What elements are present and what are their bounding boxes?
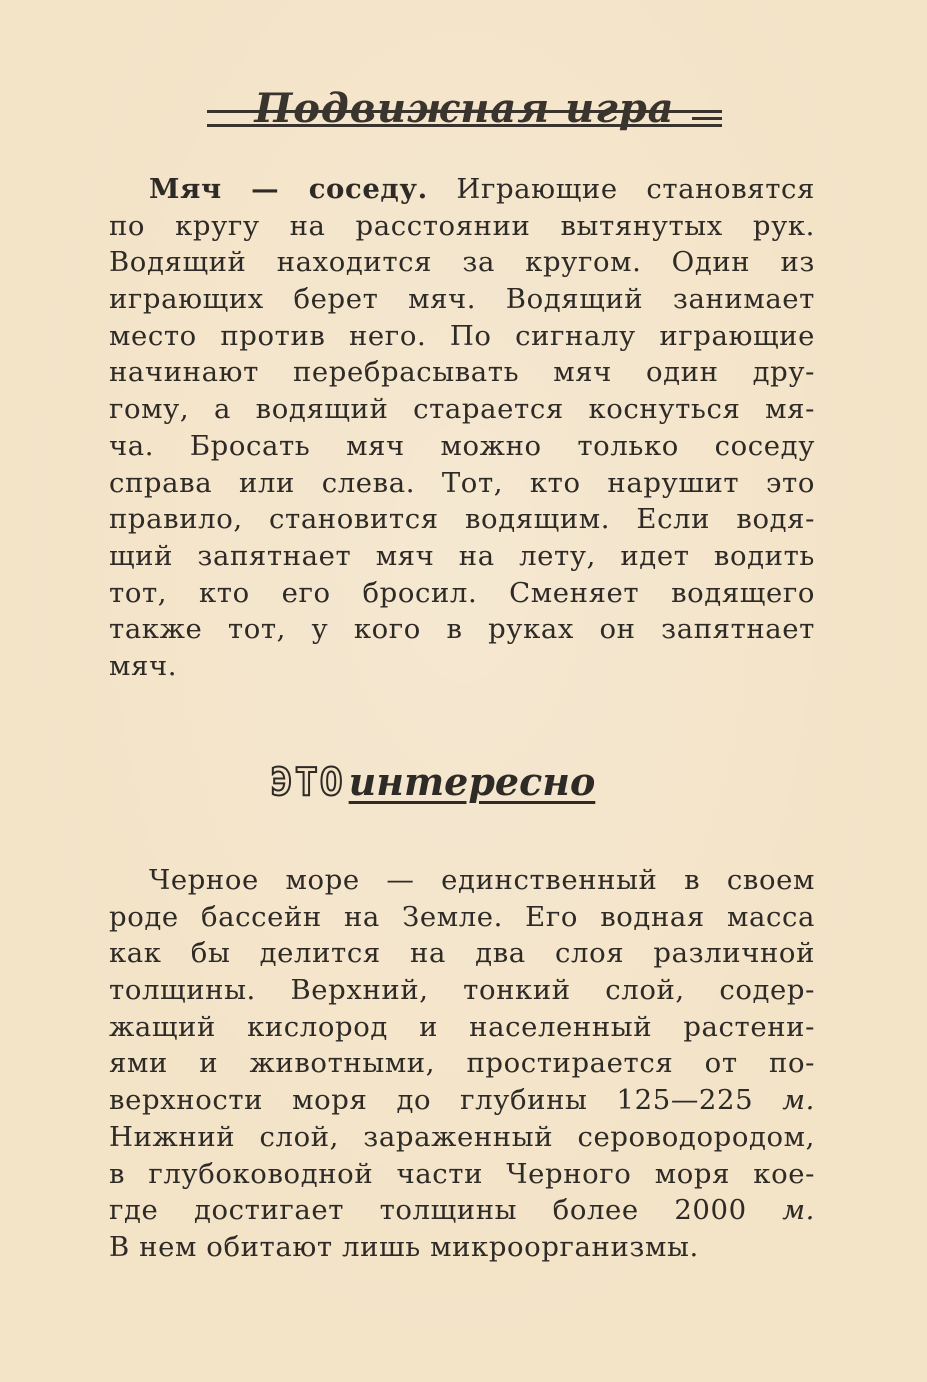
paragraph-line: правило, становится водящим. Если водя-	[109, 503, 815, 536]
paragraph-line: играющих берет мяч. Водящий занимает	[109, 283, 815, 316]
line-text: верхности моря до глубины 125—225	[109, 1084, 754, 1117]
paragraph-line: толщины. Верхний, тонкий слой, содер-	[109, 974, 815, 1007]
paragraph-line	[109, 1192, 815, 1229]
section-1-heading	[207, 84, 722, 140]
paragraph-line: тот, кто его бросил. Сменяет водящего	[109, 576, 815, 609]
depth-unit: м.	[782, 1084, 815, 1117]
paragraph-line: в глубоководной части Черного моря кое-	[109, 1157, 815, 1190]
paragraph-line: мяч.	[109, 649, 178, 682]
paragraph-line: жащий кислород и населенный растени-	[109, 1010, 815, 1043]
paragraph-line: гому, а водящий старается коснуться мя-	[109, 393, 815, 426]
line-text: Играющие становятся	[456, 173, 816, 205]
paragraph-line: Водящий находится за кругом. Один из	[109, 246, 815, 279]
black-sea-fact-paragraph	[109, 862, 815, 1266]
paragraph-line: Нижний слой, зараженный сероводородом,	[109, 1120, 815, 1153]
thickness-unit: м.	[782, 1194, 815, 1227]
paragraph-line: по кругу на расстоянии вытянутых рук.	[109, 209, 815, 242]
game-title-lead: Мяч — соседу.	[149, 173, 428, 205]
paragraph-line: ями и животными, простирается от по-	[109, 1047, 815, 1080]
heading-block-letters: ЭТО	[270, 760, 345, 804]
section-2-heading	[270, 760, 670, 820]
paragraph-line: В нем обитают лишь микроорганизмы.	[109, 1230, 699, 1263]
heading-script-word: интересно	[348, 759, 596, 804]
section-1-heading-text: Подвижная игра	[254, 85, 675, 132]
paragraph-line: справа или слева. Тот, кто нарушит это	[109, 466, 815, 499]
paragraph-line: ча. Бросать мяч можно только соседу	[109, 429, 815, 462]
paragraph-line: роде бассейн на Земле. Его водная масса	[109, 900, 815, 933]
paragraph-line: щий запятнает мяч на лету, идет водить	[109, 539, 815, 572]
paragraph-line: также тот, у кого в руках он запятнает	[109, 613, 815, 646]
paragraph-line	[109, 171, 815, 208]
paragraph-line: место против него. По сигналу играющие	[109, 319, 815, 352]
paragraph-line: начинают перебрасывать мяч один дру-	[109, 356, 815, 389]
game-description-paragraph	[109, 171, 815, 685]
paragraph-line: Черное море — единственный в своем	[149, 864, 815, 896]
paragraph-line: как бы делится на два слоя различной	[109, 937, 815, 970]
line-text: где достигает толщины более 2000	[109, 1194, 747, 1227]
paragraph-line	[109, 1082, 815, 1119]
